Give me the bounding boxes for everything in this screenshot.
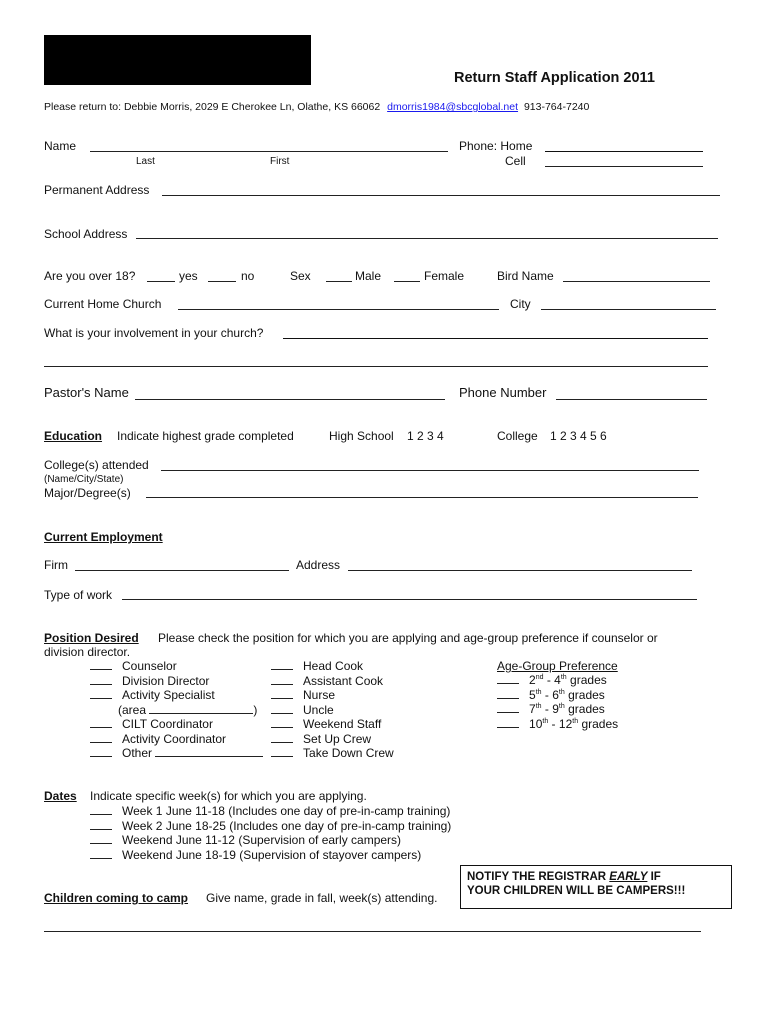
- position-option[interactable]: [90, 717, 263, 732]
- position-option[interactable]: [271, 732, 394, 747]
- return-address-text: Please return to: Debbie Morris, 2029 E Cherokee Ln, Olathe, KS 66062: [44, 101, 381, 113]
- children-field[interactable]: [44, 931, 701, 932]
- position-option[interactable]: [271, 659, 394, 674]
- check-blank[interactable]: [497, 673, 519, 684]
- ordinal-suffix: th: [572, 717, 579, 725]
- position-option[interactable]: [271, 688, 394, 703]
- age-group-option[interactable]: 2nd - 4th grades: [497, 673, 618, 688]
- dates-list: [90, 804, 451, 862]
- other-field[interactable]: [155, 746, 263, 757]
- colleges-attended-field[interactable]: [161, 470, 699, 471]
- phone-home-field[interactable]: [545, 151, 703, 152]
- check-blank[interactable]: [90, 833, 112, 844]
- return-phone: 913-764-7240: [523, 101, 590, 113]
- home-church-field[interactable]: [178, 309, 499, 310]
- permanent-address-field[interactable]: [162, 195, 720, 196]
- check-blank[interactable]: [90, 674, 112, 685]
- position-label: Other: [122, 746, 153, 760]
- high-school-grades[interactable]: 1 2 3 4: [407, 429, 444, 443]
- position-label: CILT Coordinator: [122, 717, 213, 731]
- yes-label: yes: [179, 269, 198, 283]
- notice-emphasis: EARLY: [609, 871, 648, 883]
- ordinal-suffix: th: [535, 703, 542, 710]
- position-option[interactable]: [271, 717, 394, 732]
- week-option[interactable]: [90, 804, 451, 819]
- school-address-field[interactable]: [136, 238, 718, 239]
- position-label: Take Down Crew: [303, 746, 394, 760]
- check-blank[interactable]: [271, 717, 293, 728]
- name-field[interactable]: [90, 151, 448, 152]
- yes-blank[interactable]: [147, 281, 175, 282]
- check-blank[interactable]: [90, 819, 112, 830]
- city-label: City: [510, 297, 531, 311]
- week-option[interactable]: [90, 833, 451, 848]
- grade-to: 4: [554, 673, 561, 687]
- dates-heading: Dates: [44, 789, 77, 803]
- female-blank[interactable]: [394, 281, 420, 282]
- phone-number-field[interactable]: [556, 399, 707, 400]
- home-church-label: Current Home Church: [44, 297, 162, 311]
- position-column-2: [271, 659, 394, 761]
- position-label: Counselor: [122, 659, 177, 673]
- position-label: Uncle: [303, 702, 334, 717]
- check-blank[interactable]: [90, 688, 112, 699]
- area-label: (area: [118, 702, 147, 717]
- check-blank[interactable]: [271, 659, 293, 670]
- check-blank[interactable]: [90, 659, 112, 670]
- grade-to: 12: [558, 716, 573, 731]
- notice-line-2: YOUR CHILDREN WILL BE CAMPERS!!!: [467, 885, 686, 897]
- check-blank[interactable]: [90, 848, 112, 859]
- position-heading: Position Desired: [44, 631, 139, 645]
- position-option[interactable]: [271, 746, 394, 761]
- major-label: Major/Degree(s): [44, 486, 131, 500]
- position-label: Set Up Crew: [303, 731, 372, 746]
- grades-word: grades: [568, 687, 605, 702]
- return-address: [44, 101, 589, 113]
- firm-field[interactable]: [75, 570, 289, 571]
- area-line: (area ): [118, 702, 258, 717]
- week-option[interactable]: [90, 848, 451, 863]
- check-blank[interactable]: [497, 717, 519, 728]
- registrar-notice: [460, 865, 732, 909]
- area-field[interactable]: [149, 703, 253, 714]
- notice-text: IF: [650, 871, 661, 883]
- employment-address-label: Address: [296, 558, 341, 572]
- position-option[interactable]: [90, 674, 263, 689]
- involvement-field[interactable]: [283, 338, 708, 339]
- pastor-field[interactable]: [135, 399, 445, 400]
- check-blank[interactable]: [271, 688, 293, 699]
- cell-field[interactable]: [545, 166, 703, 167]
- phone-number-label: Phone Number: [459, 385, 547, 400]
- age-group-list: [497, 673, 618, 731]
- involvement-field-2[interactable]: [44, 366, 708, 367]
- position-label: Head Cook: [303, 659, 364, 673]
- employment-heading: Current Employment: [44, 530, 163, 544]
- last-label: Last: [136, 156, 155, 167]
- position-option[interactable]: [90, 659, 263, 674]
- position-label: Activity Coordinator: [122, 731, 227, 746]
- grades-word: grades: [570, 673, 607, 687]
- age-group-option[interactable]: 10th - 12th grades: [497, 717, 618, 732]
- age-group-heading: Age-Group Preference: [497, 659, 618, 673]
- college-grades[interactable]: 1 2 3 4 5 6: [550, 429, 607, 443]
- employment-address-field[interactable]: [348, 570, 692, 571]
- no-label: no: [241, 269, 255, 283]
- first-label: First: [270, 156, 290, 167]
- grade-from: 2: [529, 673, 536, 687]
- check-blank[interactable]: [271, 732, 293, 743]
- position-label: Activity Specialist: [122, 688, 215, 702]
- ordinal-suffix: th: [558, 703, 565, 710]
- grade-to: 6: [552, 687, 559, 702]
- position-option[interactable]: [90, 746, 263, 761]
- grade-from: 10: [529, 716, 543, 731]
- education-instruction: Indicate highest grade completed: [117, 429, 294, 443]
- age-group-option[interactable]: 7th - 9th grades: [497, 702, 618, 717]
- check-blank[interactable]: [497, 702, 519, 713]
- over18-label: Are you over 18?: [44, 269, 136, 283]
- no-blank[interactable]: [208, 281, 236, 282]
- male-label: Male: [355, 269, 382, 283]
- week-label: Weekend June 18-19 (Supervision of stayover campers): [122, 847, 422, 862]
- type-of-work-field[interactable]: [122, 599, 697, 600]
- college-label: College: [497, 429, 538, 443]
- check-blank[interactable]: [90, 746, 112, 757]
- email-link[interactable]: dmorris1984@sbcglobal.net: [387, 101, 519, 113]
- notice-line-1: [467, 870, 725, 884]
- cell-label: Cell: [505, 154, 526, 168]
- bird-name-field[interactable]: [563, 281, 710, 282]
- position-option[interactable]: [90, 688, 263, 703]
- check-blank[interactable]: [271, 674, 293, 685]
- position-label: Weekend Staff: [303, 717, 382, 731]
- position-option[interactable]: [271, 674, 394, 689]
- female-label: Female: [424, 269, 465, 283]
- week-label: Weekend June 11-12 (Supervision of early campers): [122, 833, 402, 847]
- position-column-1: [90, 659, 263, 761]
- week-option[interactable]: [90, 819, 451, 834]
- grade-from: 7: [529, 702, 536, 716]
- education-heading: Education: [44, 429, 103, 443]
- week-label: Week 2 June 18-25 (Includes one day of pre-in-camp training): [122, 818, 452, 833]
- ordinal-suffix: nd: [535, 674, 544, 681]
- name-city-state-label: (Name/City/State): [44, 474, 124, 485]
- check-blank[interactable]: [90, 804, 112, 815]
- check-blank[interactable]: [271, 746, 293, 757]
- grades-word: grades: [581, 716, 619, 731]
- sex-label: Sex: [290, 269, 311, 283]
- ordinal-suffix: th: [542, 717, 549, 725]
- grades-word: grades: [568, 702, 605, 716]
- check-blank[interactable]: [90, 732, 112, 743]
- position-label: Nurse: [303, 688, 336, 702]
- dates-instruction: Indicate specific week(s) for which you are applying.: [90, 789, 367, 803]
- type-of-work-label: Type of work: [44, 588, 113, 602]
- high-school-label: High School: [329, 429, 394, 443]
- school-address-label: School Address: [44, 227, 128, 241]
- grade-to: 9: [552, 702, 559, 716]
- ordinal-suffix: th: [558, 688, 565, 696]
- involvement-label: What is your involvement in your church?: [44, 326, 264, 340]
- bird-name-label: Bird Name: [497, 269, 554, 283]
- week-label: Week 1 June 11-18 (Includes one day of pre-in-camp training): [122, 804, 451, 818]
- redaction-block: [44, 35, 311, 85]
- position-instruction-1: Please check the position for which you are applying and age-group preference if counselor or: [158, 631, 658, 645]
- permanent-address-label: Permanent Address: [44, 183, 150, 197]
- ordinal-suffix: th: [535, 688, 542, 696]
- position-option[interactable]: [90, 732, 263, 747]
- name-label: Name: [44, 139, 77, 153]
- grade-from: 5: [529, 687, 536, 702]
- pastor-label: Pastor's Name: [44, 385, 129, 400]
- position-label: Division Director: [122, 673, 210, 688]
- position-option[interactable]: [271, 703, 394, 718]
- age-group-option[interactable]: 5th - 6th grades: [497, 688, 618, 703]
- page-title: Return Staff Application 2011: [454, 70, 655, 86]
- firm-label: Firm: [44, 558, 68, 572]
- position-instruction-2: division director.: [44, 645, 131, 659]
- check-blank[interactable]: [90, 717, 112, 728]
- check-blank[interactable]: [271, 703, 293, 714]
- position-label: Assistant Cook: [303, 673, 384, 688]
- phone-home-label: Phone: Home: [459, 139, 533, 153]
- major-field[interactable]: [146, 497, 698, 498]
- colleges-attended-label: College(s) attended: [44, 458, 149, 472]
- children-heading: Children coming to camp: [44, 891, 189, 905]
- notice-text: NOTIFY THE REGISTRAR: [467, 871, 607, 883]
- ordinal-suffix: th: [560, 674, 567, 681]
- children-instruction: Give name, grade in fall, week(s) attending.: [206, 891, 438, 905]
- male-blank[interactable]: [326, 281, 352, 282]
- check-blank[interactable]: [497, 688, 519, 699]
- city-field[interactable]: [541, 309, 716, 310]
